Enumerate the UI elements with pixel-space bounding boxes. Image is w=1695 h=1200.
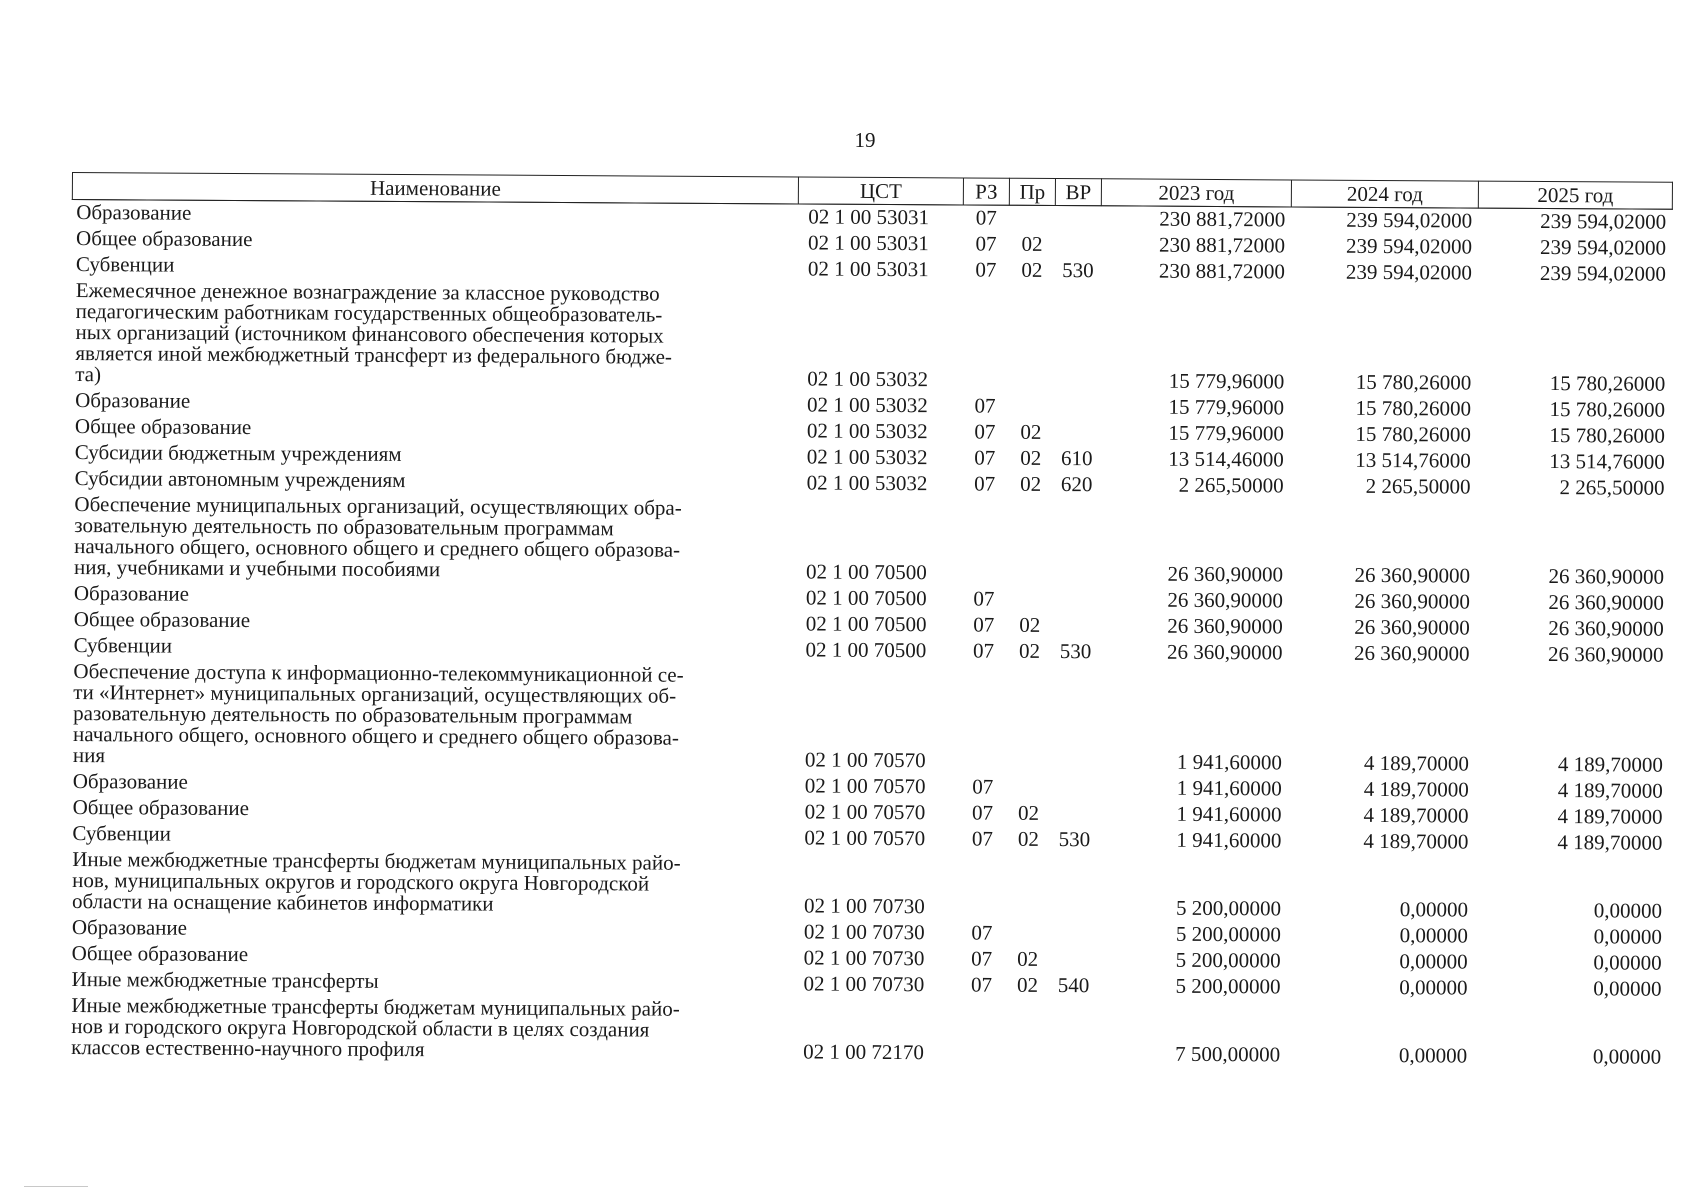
cell-name-line: Ежемесячное денежное вознаграждение за классное руководство xyxy=(75,278,660,306)
page-number: 19 xyxy=(854,128,876,152)
cell-pr: 02 xyxy=(1016,972,1039,997)
cell-2025: 15 780,26000 xyxy=(1549,371,1666,396)
cell-name-line: является иной межбюджетный трансферт из федерального бюдже- xyxy=(75,341,673,369)
cell-vr: 530 xyxy=(1059,639,1092,664)
cell-pr xyxy=(1006,775,1052,801)
cell-rz: 07 xyxy=(974,445,996,470)
cell-vr: 540 xyxy=(1057,973,1090,998)
cell-name-line: Обеспечение доступа к информационно-телекоммуникационной се- xyxy=(73,659,684,687)
cell-name: Общее образование xyxy=(71,941,249,967)
cell-2025: 15 780,26000 xyxy=(1549,397,1666,422)
cell-2025: 4 189,70000 xyxy=(1557,804,1663,829)
cell-name-line: Иные межбюджетные трансферты бюджетам муниципальных райо- xyxy=(72,847,681,875)
cell-pr: 02 xyxy=(1017,946,1039,971)
cell-name: Субвенции xyxy=(73,633,173,658)
cell-pr xyxy=(1008,284,1055,394)
cell-2023: 7 500,00000 xyxy=(1175,1041,1281,1067)
cell-cst: 02 1 00 53032 xyxy=(807,392,928,418)
table-row xyxy=(70,492,1671,591)
cell-name: Субвенции xyxy=(72,821,172,846)
cell-vr xyxy=(1055,206,1101,233)
cell-pr: 02 xyxy=(1018,800,1040,825)
cell-2023: 230 881,72000 xyxy=(1158,258,1285,284)
cell-pr xyxy=(1007,498,1054,587)
cell-2025: 26 360,90000 xyxy=(1548,616,1664,641)
table-row xyxy=(69,659,1670,779)
cell-cst: 02 1 00 70570 xyxy=(804,773,926,799)
cell-2025: 2 265,50000 xyxy=(1559,475,1665,500)
cell-2023: 5 200,00000 xyxy=(1175,947,1281,973)
cell-rz: 07 xyxy=(974,471,996,496)
cell-cst: 02 1 00 70730 xyxy=(803,919,925,945)
cell-name: Общее образование xyxy=(73,607,251,633)
cell-rz: 07 xyxy=(974,419,996,444)
cell-2025: 4 189,70000 xyxy=(1557,752,1663,777)
cell-vr xyxy=(1053,498,1100,587)
cell-2025: 0,00000 xyxy=(1592,1044,1662,1069)
cell-2024: 239 594,02000 xyxy=(1346,207,1473,233)
cell-name: Субсидии автономным учреждениям xyxy=(74,466,406,493)
cell-2024: 15 780,26000 xyxy=(1355,421,1471,447)
header-2025: 2025 год xyxy=(1478,181,1672,209)
cell-2024: 239 594,02000 xyxy=(1345,259,1472,285)
cell-vr xyxy=(1054,394,1100,420)
cell-2024: 0,00000 xyxy=(1399,923,1468,948)
cell-2024: 2 265,50000 xyxy=(1365,473,1471,499)
cell-rz: 07 xyxy=(975,257,997,282)
cell-2025: 239 594,02000 xyxy=(1539,234,1667,260)
cell-rz: 07 xyxy=(971,826,994,851)
cell-cst: 02 1 00 53032 xyxy=(806,418,928,444)
cell-rz xyxy=(958,998,1004,1066)
cell-vr xyxy=(1052,665,1099,775)
cell-name: Иные межбюджетные трансферты xyxy=(71,967,379,993)
cell-2024: 4 189,70000 xyxy=(1363,828,1469,854)
cell-name: Общее образование xyxy=(74,414,252,440)
cell-name-line: педагогическим работникам государственных общеобразователь- xyxy=(75,299,663,327)
cell-name-line: ных организаций (источником финансового обеспечения которых xyxy=(75,320,664,348)
cell-cst: 02 1 00 53032 xyxy=(806,444,928,470)
cell-name-line: области на оснащение кабинетов информатики xyxy=(71,889,494,916)
cell-rz xyxy=(961,497,1008,586)
cell-cst: 02 1 00 70570 xyxy=(804,799,926,825)
cell-2025: 0,00000 xyxy=(1593,898,1663,923)
cell-2023: 15 779,96000 xyxy=(1168,368,1285,394)
cell-name-line: разовательную деятельность по образовательным программам xyxy=(73,701,633,729)
cell-vr: 610 xyxy=(1060,446,1093,471)
header-2023: 2023 год xyxy=(1101,179,1291,207)
cell-name-line: начального общего, основного общего и среднего общего образова- xyxy=(74,534,681,562)
cell-name: Общее образование xyxy=(76,226,253,252)
cell-vr xyxy=(1054,284,1101,394)
cell-vr: 530 xyxy=(1062,258,1094,283)
cell-2025: 15 780,26000 xyxy=(1549,423,1665,448)
cell-cst: 02 1 00 53031 xyxy=(808,230,929,256)
cell-cst: 02 1 00 53032 xyxy=(806,470,928,496)
cell-rz: 07 xyxy=(975,231,997,256)
cell-vr xyxy=(1051,947,1097,973)
cell-2024: 13 514,76000 xyxy=(1355,447,1471,473)
cell-name xyxy=(69,659,796,773)
cell-cst: 02 1 00 70570 xyxy=(804,825,926,851)
cell-2023: 1 941,60000 xyxy=(1176,775,1282,801)
cell-2023: 26 360,90000 xyxy=(1167,613,1283,639)
cell-cst: 02 1 00 53031 xyxy=(807,256,929,282)
cell-2023: 5 200,00000 xyxy=(1175,973,1281,999)
cell-2024: 239 594,02000 xyxy=(1345,233,1473,259)
cell-2025: 26 360,90000 xyxy=(1548,564,1665,589)
table-row xyxy=(68,847,1668,925)
cell-rz: 07 xyxy=(972,800,994,825)
cell-2024: 0,00000 xyxy=(1399,897,1469,922)
cell-rz: 07 xyxy=(975,205,997,230)
cell-cst: 02 1 00 53031 xyxy=(808,204,930,230)
cell-name-line: зовательную деятельность по образовательным программам xyxy=(74,513,614,541)
header-pr: Пр xyxy=(1009,178,1055,205)
cell-name-line: Обеспечение муниципальных организаций, осуществляющих обра- xyxy=(74,492,682,520)
header-cst: ЦСТ xyxy=(798,177,963,205)
cell-name: Образование xyxy=(72,769,188,794)
cell-vr xyxy=(1051,853,1097,921)
cell-rz: 07 xyxy=(973,612,995,637)
cell-pr xyxy=(1004,999,1050,1067)
cell-vr: 620 xyxy=(1060,472,1093,497)
cell-name-line: нов, муниципальных округов и городского округа Новгородской xyxy=(72,868,650,896)
cell-cst: 02 1 00 70500 xyxy=(806,559,927,585)
cell-2023: 26 360,90000 xyxy=(1167,587,1283,613)
cell-2025: 0,00000 xyxy=(1593,950,1662,975)
cell-2024: 0,00000 xyxy=(1399,949,1468,974)
cell-name xyxy=(70,492,797,585)
cell-2024: 15 780,26000 xyxy=(1355,369,1472,395)
cell-2023: 26 360,90000 xyxy=(1167,561,1284,587)
cell-name: Образование xyxy=(73,581,190,606)
cell-2024: 15 780,26000 xyxy=(1355,395,1472,421)
cell-2023: 230 881,72000 xyxy=(1159,206,1286,232)
cell-2024: 26 360,90000 xyxy=(1354,640,1470,666)
cell-pr: 02 xyxy=(1021,257,1043,282)
cell-name: Субвенции xyxy=(75,252,175,277)
cell-cst: 02 1 00 70730 xyxy=(803,971,925,997)
cell-cst: 02 1 00 70730 xyxy=(803,893,925,919)
cell-vr xyxy=(1050,999,1096,1067)
cell-cst: 02 1 00 70500 xyxy=(805,585,927,611)
cell-name-line: ти «Интернет» муниципальных организаций, осуществляющих об- xyxy=(73,680,677,708)
table-row xyxy=(67,993,1667,1071)
cell-pr xyxy=(1009,205,1055,232)
cell-2023: 15 779,96000 xyxy=(1168,394,1285,420)
cell-pr: 02 xyxy=(1017,826,1040,851)
cell-pr xyxy=(1007,587,1053,613)
cell-2024: 26 360,90000 xyxy=(1354,562,1471,588)
cell-pr: 02 xyxy=(1021,231,1043,256)
cell-rz xyxy=(960,664,1007,774)
cell-2024: 4 189,70000 xyxy=(1363,750,1469,776)
cell-vr xyxy=(1052,775,1098,801)
scan-artifact-line xyxy=(24,1186,88,1187)
cell-2023: 15 779,96000 xyxy=(1168,420,1284,446)
cell-rz xyxy=(962,283,1009,393)
cell-2023: 2 265,50000 xyxy=(1178,472,1284,498)
cell-rz: 07 xyxy=(974,393,996,418)
cell-2025: 0,00000 xyxy=(1593,924,1662,949)
cell-2023: 1 941,60000 xyxy=(1176,801,1282,827)
cell-2025: 26 360,90000 xyxy=(1548,590,1664,615)
budget-table xyxy=(67,172,1673,1071)
cell-rz: 07 xyxy=(972,774,994,799)
cell-name-line: та) xyxy=(75,362,102,387)
cell-2023: 1 941,60000 xyxy=(1176,749,1282,775)
table-row xyxy=(71,278,1672,398)
cell-rz: 07 xyxy=(973,586,995,611)
cell-rz xyxy=(959,852,1005,920)
budget-table-sheet xyxy=(67,172,1672,1071)
cell-vr xyxy=(1053,613,1099,639)
cell-name-line: ния xyxy=(72,743,106,768)
cell-vr xyxy=(1052,801,1098,827)
cell-name-line: Иные межбюджетные трансферты бюджетам муниципальных райо- xyxy=(71,993,680,1021)
cell-name xyxy=(68,847,794,919)
cell-2024: 0,00000 xyxy=(1398,1043,1468,1068)
cell-2023: 26 360,90000 xyxy=(1167,639,1283,665)
cell-pr: 02 xyxy=(1020,471,1042,496)
header-2024: 2024 год xyxy=(1291,180,1478,208)
cell-rz: 07 xyxy=(971,946,993,971)
cell-name-line: начального общего, основного общего и среднего общего образова- xyxy=(72,722,680,750)
cell-2024: 0,00000 xyxy=(1399,975,1468,1000)
cell-name xyxy=(71,278,798,392)
cell-pr xyxy=(1005,921,1051,947)
cell-vr xyxy=(1055,232,1101,258)
cell-cst: 02 1 00 70500 xyxy=(805,611,927,637)
cell-pr: 02 xyxy=(1020,445,1042,470)
cell-cst: 02 1 00 70730 xyxy=(803,945,925,971)
cell-pr xyxy=(1005,853,1051,921)
cell-2023: 13 514,46000 xyxy=(1168,446,1284,472)
cell-name: Образование xyxy=(71,915,188,940)
header-vr: ВР xyxy=(1055,179,1101,206)
cell-vr: 530 xyxy=(1058,827,1091,852)
cell-2024: 26 360,90000 xyxy=(1354,614,1470,640)
cell-pr: 02 xyxy=(1019,638,1041,663)
cell-2024: 26 360,90000 xyxy=(1354,588,1470,614)
cell-2023: 1 941,60000 xyxy=(1176,827,1282,853)
cell-pr xyxy=(1008,394,1054,420)
cell-rz: 07 xyxy=(973,638,995,663)
cell-vr xyxy=(1054,420,1100,446)
cell-name: Общее образование xyxy=(72,795,250,821)
cell-name: Субсидии бюджетным учреждениям xyxy=(74,440,402,467)
cell-2025: 13 514,76000 xyxy=(1549,449,1665,474)
cell-2024: 4 189,70000 xyxy=(1363,802,1469,828)
cell-cst: 02 1 00 72170 xyxy=(803,1039,924,1065)
cell-name-line: ния, учебниками и учебными пособиями xyxy=(74,555,441,582)
cell-name xyxy=(67,993,793,1065)
header-name: Наименование xyxy=(72,173,798,204)
cell-cst: 02 1 00 53032 xyxy=(807,366,929,392)
cell-2025: 239 594,02000 xyxy=(1540,208,1667,234)
header-rz: РЗ xyxy=(963,178,1009,205)
cell-name-line: нов и городского округа Новгородской области в целях создания xyxy=(71,1014,650,1042)
cell-2024: 4 189,70000 xyxy=(1363,776,1469,802)
cell-name: Образование xyxy=(76,200,192,225)
cell-2023: 5 200,00000 xyxy=(1175,895,1282,921)
cell-vr xyxy=(1053,587,1099,613)
cell-2023: 230 881,72000 xyxy=(1159,232,1286,258)
cell-pr: 02 xyxy=(1020,419,1042,444)
cell-rz: 07 xyxy=(971,920,993,945)
cell-rz: 07 xyxy=(970,972,993,997)
cell-2025: 4 189,70000 xyxy=(1557,778,1663,803)
table-body xyxy=(67,200,1672,1071)
cell-2025: 239 594,02000 xyxy=(1539,260,1666,286)
cell-2023: 5 200,00000 xyxy=(1175,921,1281,947)
cell-2025: 4 189,70000 xyxy=(1557,830,1663,855)
cell-name: Образование xyxy=(75,388,191,413)
cell-2025: 0,00000 xyxy=(1593,976,1662,1001)
cell-name-line: классов естественно-научного профиля xyxy=(71,1035,425,1062)
cell-vr xyxy=(1051,921,1097,947)
cell-cst: 02 1 00 70570 xyxy=(804,747,926,773)
cell-pr xyxy=(1006,665,1053,775)
cell-2025: 26 360,90000 xyxy=(1548,642,1664,667)
cell-cst: 02 1 00 70500 xyxy=(805,637,927,663)
cell-pr: 02 xyxy=(1019,612,1041,637)
